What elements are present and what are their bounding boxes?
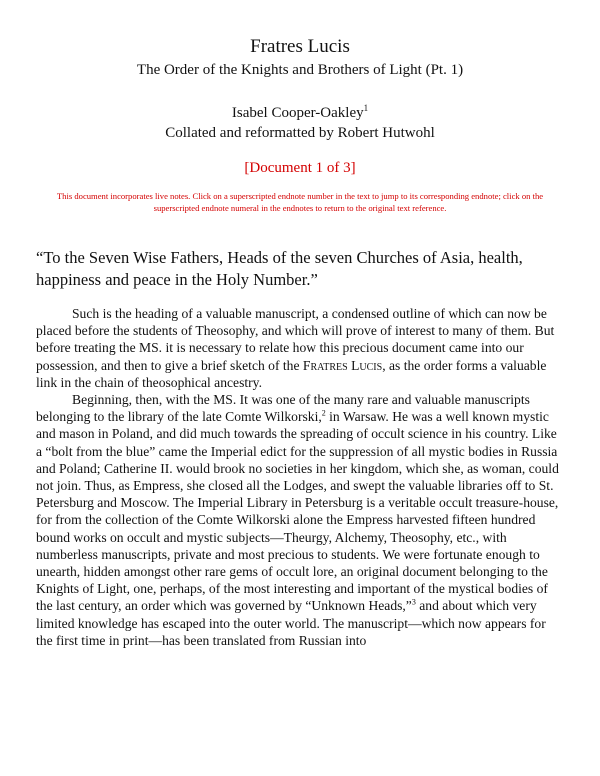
body-text: [36, 305, 564, 649]
document-header: [36, 36, 564, 178]
endnote-link-2[interactable]: 2: [321, 408, 326, 418]
document-title: Fratres Lucis: [250, 36, 350, 57]
paragraph-2: Beginning, then, with the MS. It was one of the many rare and valuable manuscripts belonging to the library of the late Comte Wilkorski,$^2$ in Warsaw. He was a well known mystic and mason in Poland, and did much towards the spreading of occult science in his country. Like a “bolt from the blue” came the Imperial edict for the suppression of all mystic bodies in Russia and Poland; Catherine II. would brook no societies in her kingdom, which she, as woman, could not join. Thus, as Empress, she closed all the Lodges, and swept the valuable libraries off to St. Petersburg and Moscow. The Imperial Library in Petersburg is a veritable occult treasure-house, for from the collection of the Comte Wilkorski alone the Empress harvested fifteen hundred bound works on occult and mystic subjects—Theurgy, Alchemy, Theosophy, etc., with numberless manuscripts, private and most precious to students. We were fortunate enough to unearth, hidden amongst other rare gems of occult lore, an original document belonging to the Knights of Light, one, perhaps, of the most interesting and important of the mystical bodies of the last century, an order which was governed by “Unknown Heads,”$^3$ and about which very limited knowledge has escaped into the outer world. The manuscript—which now appears for the first time in print—has been translated from Russian into: [36, 392, 559, 648]
fratres-lucis-smallcaps: Fratres Lucis: [302, 357, 383, 373]
endnote-link-1[interactable]: 1: [363, 103, 369, 113]
collated-credit: Collated and reformatted by Robert Hutwohl: [165, 125, 435, 141]
epigraph-quote: “To the Seven Wise Fathers, Heads of the seven Churches of Asia, health, happiness and peace in the Holy Number.”: [36, 248, 523, 289]
document-number: [Document 1 of 3]: [244, 160, 356, 176]
author-name: Isabel Cooper-Oakley: [231, 105, 364, 121]
author-line: [36, 103, 564, 123]
document-subtitle: The Order of the Knights and Brothers of Light (Pt. 1): [136, 62, 464, 78]
endnote-link-3[interactable]: 3: [411, 597, 416, 607]
paragraph-1: Such is the heading of a valuable manuscript, a condensed outline of which can now be placed before the students of Theosophy, and which will prove of interest to many of them. But before treating the MS. it is necessary to relate how this precious document came into our possession, and then to give a brief sketch of the Fratres Lucis, as the order forms a valuable link in the chain of theosophical ancestry.: [36, 306, 555, 390]
live-notes-notice: This document incorporates live notes. Click on a superscripted endnote number in the text to jump to its corresponding endnote; click on the superscripted endnote numeral in the endnotes to return to the original text reference.: [56, 191, 544, 213]
